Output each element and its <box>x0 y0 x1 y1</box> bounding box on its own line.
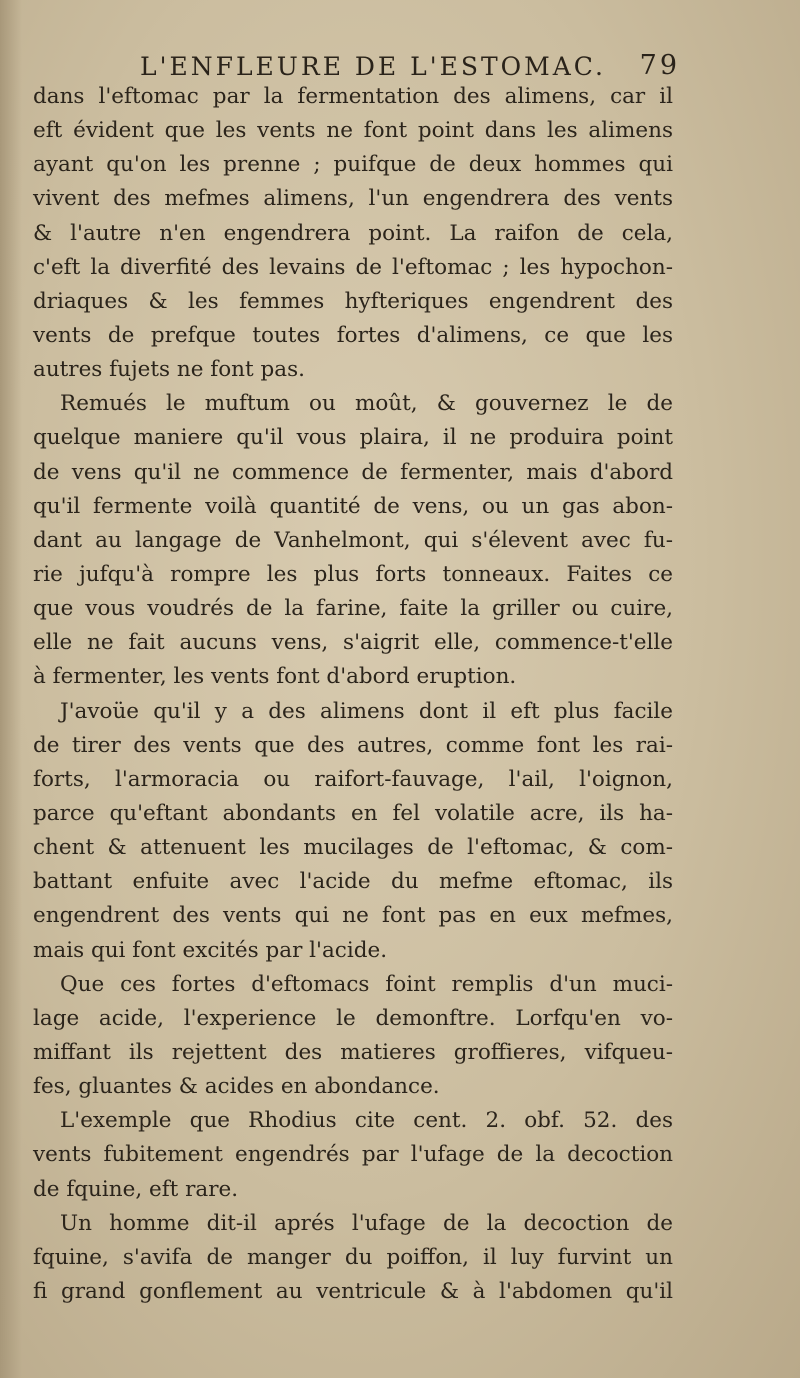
text-line: miffant ils rejettent des matieres groffieres, vifqueu- <box>33 1039 673 1065</box>
text-line: fes, gluantes & acides en abondance. <box>33 1074 440 1100</box>
text-line: L'exemple que Rhodius cite cent. 2. obf. 52. des <box>60 1108 673 1134</box>
text-line: driaques & les femmes hyfteriques engendrent des <box>33 288 673 314</box>
text-line: dant au langage de Vanhelmont, qui s'élevent avec fu- <box>33 527 673 553</box>
body-text <box>33 80 673 1309</box>
text-line: fquine, s'avifa de manger du poiffon, il luy furvint un <box>33 1244 673 1270</box>
text-line: Un homme dit-il aprés l'ufage de la decoction de <box>60 1210 673 1236</box>
text-line: rie jufqu'à rompre les plus forts tonneaux. Faites ce <box>33 561 673 587</box>
text-line: qu'il fermente voilà quantité de vens, ou un gas abon- <box>33 493 673 519</box>
text-line: parce qu'eftant abondants en fel volatile acre, ils ha- <box>33 800 673 826</box>
text-line: fi grand gonflement au ventricule & à l'abdomen qu'il <box>33 1278 673 1304</box>
text-line: eft évident que les vents ne font point dans les alimens <box>33 118 673 144</box>
text-line: de vens qu'il ne commence de fermenter, mais d'abord <box>33 459 673 485</box>
text-line: de tirer des vents que des autres, comme font les rai- <box>33 732 673 758</box>
text-line: vents fubitement engendrés par l'ufage de la decoction <box>33 1142 673 1168</box>
text-line: chent & attenuent les mucilages de l'eftomac, & com- <box>33 835 673 861</box>
text-line: lage acide, l'experience le demonftre. Lorfqu'en vo- <box>33 1005 673 1031</box>
text-line: engendrent des vents qui ne font pas en eux mefmes, <box>33 903 673 929</box>
text-line: battant enfuite avec l'acide du mefme eftomac, ils <box>33 869 673 895</box>
text-line: Remués le muftum ou moût, & gouvernez le de <box>60 391 673 417</box>
text-line: Que ces fortes d'eftomacs foint remplis d'un muci- <box>60 971 673 997</box>
running-head-title: L'ENFLEURE DE L'ESTOMAC. <box>140 52 606 81</box>
text-line: de fquine, eft rare. <box>33 1176 239 1202</box>
page-number: 79 <box>639 50 680 81</box>
text-line: ayant qu'on les prenne ; puifque de deux hommes qui <box>33 152 673 178</box>
text-line: à fermenter, les vents font d'abord eruption. <box>33 664 517 690</box>
text-line: forts, l'armoracia ou raifort-fauvage, l'ail, l'oignon, <box>33 766 673 792</box>
page-gutter-shadow <box>0 0 22 1378</box>
text-line: elle ne fait aucuns vens, s'aigrit elle, commence-t'elle <box>33 630 673 656</box>
text-line: que vous voudrés de la farine, faite la griller ou cuire, <box>33 596 673 622</box>
text-line: mais qui font excités par l'acide. <box>33 937 388 963</box>
text-line: vents de prefque toutes fortes d'alimens, ce que les <box>33 322 673 348</box>
text-line: autres fujets ne font pas. <box>33 357 305 383</box>
text-line: c'eft la diverfité des levains de l'eftomac ; les hypochon- <box>33 254 673 280</box>
text-line: & l'autre n'en engendrera point. La raifon de cela, <box>33 220 673 246</box>
text-line: J'avoüe qu'il y a des alimens dont il eft plus facile <box>60 698 673 724</box>
text-line: vivent des mefmes alimens, l'un engendrera des vents <box>33 186 673 212</box>
text-line: quelque maniere qu'il vous plaira, il ne produira point <box>33 425 673 451</box>
text-line: dans l'eftomac par la fermentation des alimens, car il <box>33 84 673 109</box>
